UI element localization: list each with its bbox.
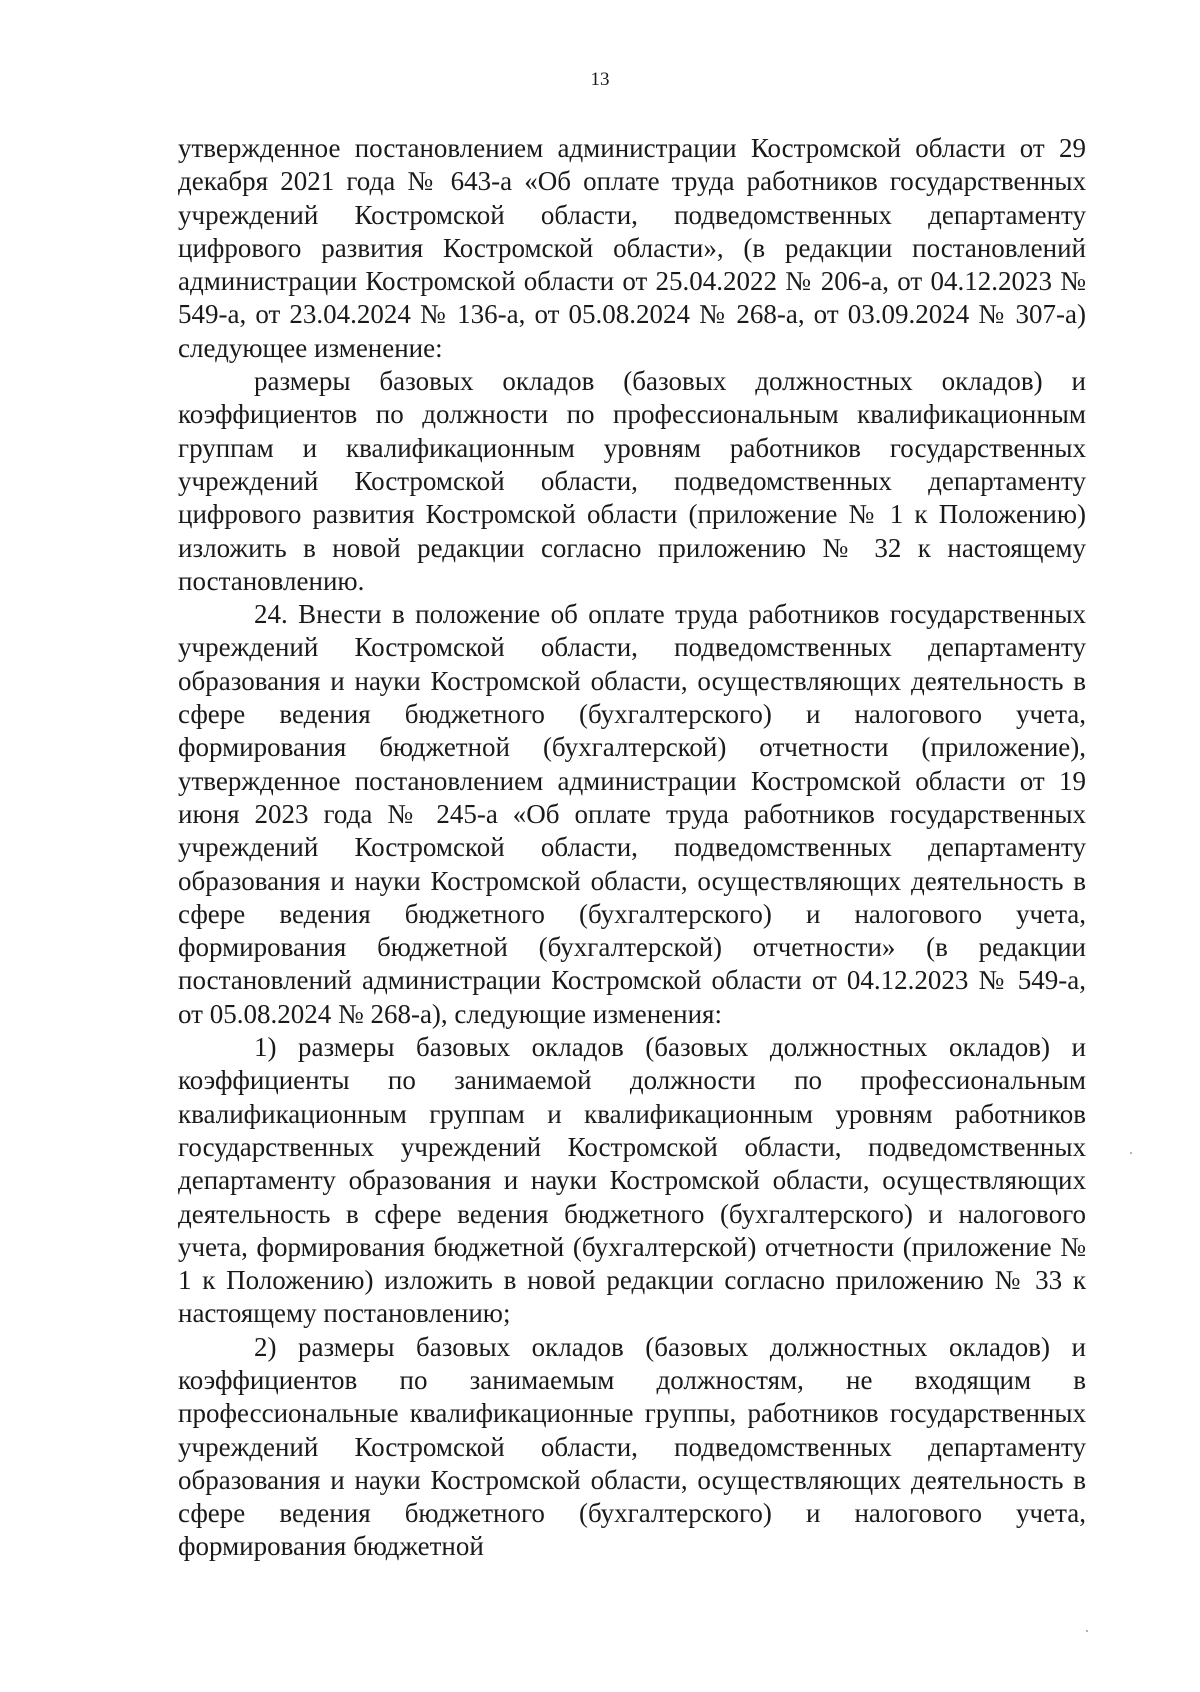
paragraph-subitem-2: 2) размеры базовых окладов (базовых должностных окладов) и коэффициентов по занимаемым должностям, не входящим в профессиональные квалификационные группы, работников государственных учреждений Костромской области, подведомственных департаменту образования и науки Костромской области, осуществляющих деятельность в сфере ведения бюджетного (бухгалтерского) и налогового учета, формирования бюджетной [178,1331,1086,1562]
scan-speck [1130,1152,1132,1154]
paragraph-continuation: утвержденное постановлением администрации Костромской области от 29 декабря 2021 года № 643-а «Об оплате труда работников государственных учреждений Костромской области, подведомственных департаменту цифрового развития Костромской области», (в редакции постановлений администрации Костромской области от 25.04.2022 № 206-а, от 04.12.2023 № 549-а, от 23.04.2024 № 136-а, от 05.08.2024 № 268-а, от 03.09.2024 № 307-а) следующее изменение: [178,133,1086,363]
document-body [178,132,1086,1564]
paragraph-item-24: 24. Внести в положение об оплате труда работников государственных учреждений Костромской области, подведомственных департаменту образования и науки Костромской области, осуществляющих деятельность в сфере ведения бюджетного (бухгалтерского) и налогового учета, формирования бюджетной (бухгалтерской) отчетности (приложение), утвержденное постановлением администрации Костромской области от 19 июня 2023 года № 245-а «Об оплате труда работников государственных учреждений Костромской области, подведомственных департаменту образования и науки Костромской области, осуществляющих деятельность в сфере ведения бюджетного (бухгалтерского) и налогового учета, формирования бюджетной (бухгалтерской) отчетности» (в редакции постановлений администрации Костромской области от 04.12.2023 № 549-а, от 05.08.2024 № 268-а), следующие изменения: [178,599,1086,1029]
paragraph-base-salaries-digital: размеры базовых окладов (базовых должностных окладов) и коэффициентов по должности по профессиональным квалификационным группам и квалификационным уровням работников государственных учреждений Костромской области, подведомственных департаменту цифрового развития Костромской области (приложение № 1 к Положению) изложить в новой редакции согласно приложению № 32 к настоящему постановлению. [178,366,1086,596]
paragraph-subitem-1: 1) размеры базовых окладов (базовых должностных окладов) и коэффициенты по занимаемой должности по профессиональным квалификационным группам и квалификационным уровням работников государственных учреждений Костромской области, подведомственных департаменту образования и науки Костромской области, осуществляющих деятельность в сфере ведения бюджетного (бухгалтерского) и налогового учета, формирования бюджетной (бухгалтерской) отчетности (приложение № 1 к Положению) изложить в новой редакции согласно приложению № 33 к настоящему постановлению; [178,1032,1086,1329]
scan-speck [1086,1630,1088,1632]
page-number: 13 [590,69,610,90]
